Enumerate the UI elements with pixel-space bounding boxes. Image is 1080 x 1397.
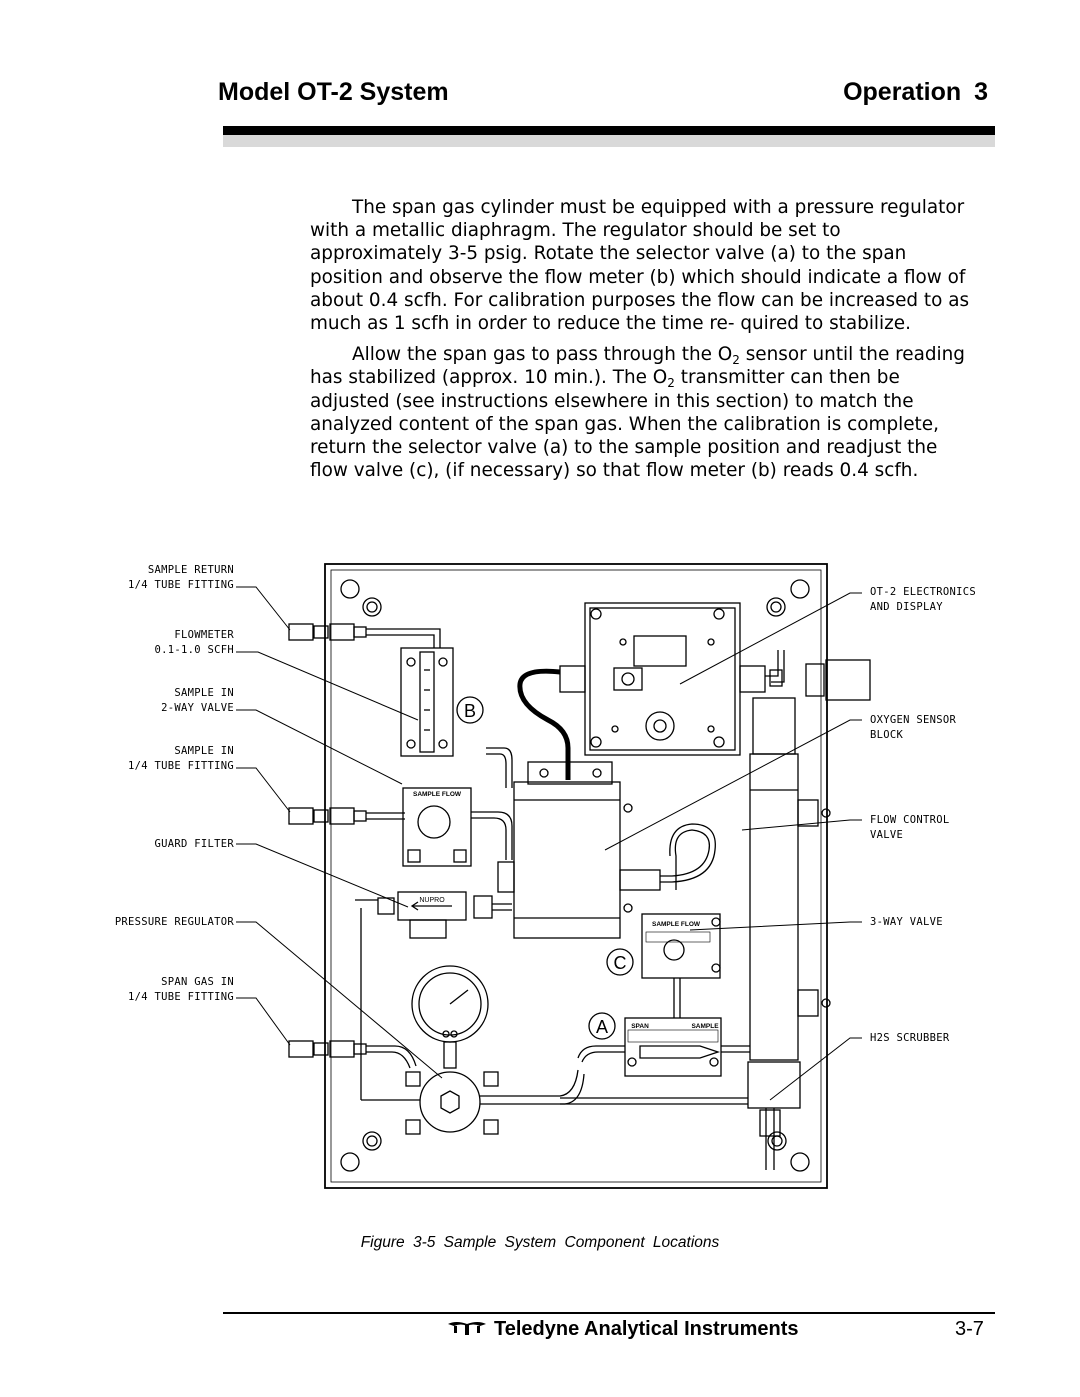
callout-sample-in-valve: SAMPLE IN 2-WAY VALVE: [161, 687, 234, 714]
label-span: SPAN: [631, 1023, 649, 1030]
paragraph-2: Allow the span gas to pass through the $O_2$ sensor until the reading has stabilized (approx. 10 min.). The $O_2$ transmitter can then be adjusted (see instructions elsewhere in this section) to match the analyzed content of the span gas. When the calibration is complete, return the selector valve (a) to the sample position and readjust the flow valve (c), (if necessary) so that flow meter (b) reads 0.4 scfh.: [310, 344, 965, 482]
pressure-regulator: [361, 966, 748, 1134]
callout-flowmeter: FLOWMETER 0.1-1.0 SCFH: [154, 629, 234, 656]
header-section: Operation 3: [843, 78, 988, 106]
sample-in-fitting: [289, 808, 405, 824]
callout-sample-return: SAMPLE RETURN 1/4 TUBE FITTING: [128, 564, 234, 591]
ot2-electronics: [560, 603, 765, 755]
callout-oxygen-sensor: OXYGEN SENSOR BLOCK: [870, 714, 957, 741]
guard-filter: [355, 892, 512, 1100]
header-title: Model OT-2 System: [218, 78, 449, 106]
h2s-scrubber: [748, 698, 830, 1170]
callout-h2s-scrubber: H2S SCRUBBER: [870, 1032, 950, 1044]
flowmeter-b: [401, 648, 453, 756]
footer-brand: Teledyne Analytical Instruments: [494, 1318, 799, 1340]
callout-pressure-regulator: PRESSURE REGULATOR: [114, 916, 234, 928]
callout-ot2-electronics: OT-2 ELECTRONICS AND DISPLAY: [870, 586, 976, 613]
callout-span-gas-in: SPAN GAS IN 1/4 TUBE FITTING: [128, 976, 234, 1003]
label-sample-flow-2: SAMPLE FLOW: [651, 921, 701, 928]
callout-flow-control: FLOW CONTROL VALVE: [870, 814, 950, 841]
label-sample: SAMPLE: [691, 1023, 719, 1030]
oxygen-sensor-block: [498, 762, 660, 938]
figure-caption: Figure 3-5 Sample System Component Locations: [360, 1234, 720, 1251]
callout-sample-in-fitting: SAMPLE IN 1/4 TUBE FITTING: [128, 745, 234, 772]
callout-guard-filter: GUARD FILTER: [154, 838, 234, 850]
span-gas-fitting: [289, 1041, 416, 1068]
teledyne-logo-icon: [446, 1320, 488, 1336]
label-c: C: [613, 953, 627, 973]
paragraph-1: The span gas cylinder must be equipped with a pressure regulator with a metallic diaphragm. The regulator should be set to approximately 3-5 psig. Rotate the selector valve (a) to the span position and observe the flow meter (b) which should indicate a flow of about 0.4 scfh. For calibration purposes the flow can be increased to as much as 1 scfh in order to reduce the time re- quired to stabilize.: [310, 197, 970, 335]
label-nupro: NUPRO: [419, 897, 445, 904]
sample-return-fitting: [289, 624, 440, 648]
label-sample-flow-1: SAMPLE FLOW: [412, 791, 462, 798]
right-fittings: [765, 650, 870, 700]
label-a: A: [595, 1017, 609, 1037]
footer-rule: [223, 1312, 995, 1314]
callout-3way-valve: 3-WAY VALVE: [870, 916, 943, 928]
page-number: 3-7: [955, 1318, 984, 1340]
label-b: B: [463, 701, 477, 721]
sample-flow-valve: [403, 748, 512, 866]
